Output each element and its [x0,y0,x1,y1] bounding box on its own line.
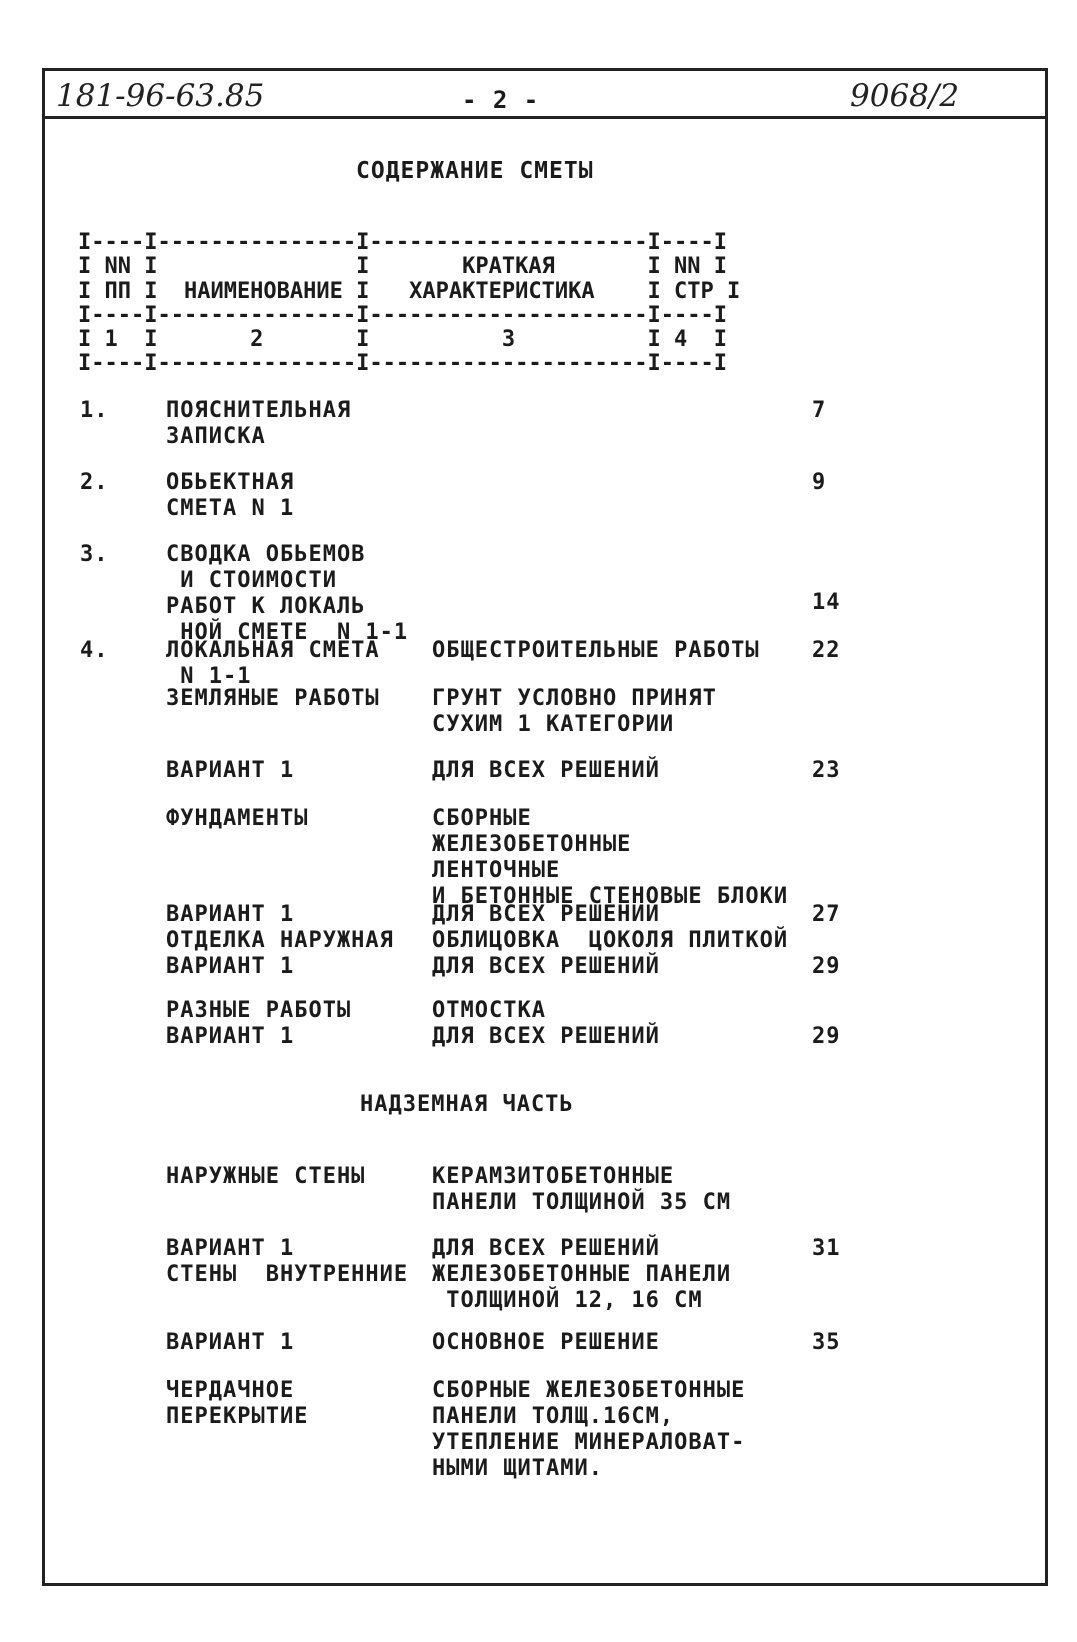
entry-page: 23 [812,758,841,783]
entry-description: ОТМОСТКА ДЛЯ ВСЕХ РЕШЕНИЙ [432,998,660,1049]
entry-name: СВОДКА ОБЬЕМОВ И СТОИМОСТИ РАБОТ К ЛОКАЛЬ НОЙ СМЕТЕ N 1-1 [166,542,409,645]
entry-description: ДЛЯ ВСЕХ РЕШЕНИЙ ОБЛИЦОВКА ЦОКОЛЯ ПЛИТКОЙ ДЛЯ ВСЕХ РЕШЕНИЙ [432,902,789,979]
entry-name: ОБЬЕКТНАЯ СМЕТА N 1 [166,470,295,521]
entry-name: ЗЕМЛЯНЫЕ РАБОТЫ [166,686,380,711]
entry-page: 35 [812,1330,841,1355]
entry-description: СБОРНЫЕ ЖЕЛЕЗОБЕТОННЫЕ ЛЕНТОЧНЫЕ И БЕТОННЫЕ СТЕНОВЫЕ БЛОКИ [432,806,789,909]
table-header-line: I----I---------------I---------------------I----I [78,303,728,328]
entry-name: ЛОКАЛЬНАЯ СМЕТА N 1-1 [166,638,380,689]
entry-description: ДЛЯ ВСЕХ РЕШЕНИЙ [432,758,660,783]
page-number: - 2 - [462,86,540,114]
header-divider [42,116,1048,119]
entry-number: 3. [80,542,109,567]
entry-name: ВАРИАНТ 1 ОТДЕЛКА НАРУЖНАЯ ВАРИАНТ 1 [166,902,394,979]
entry-name: ЧЕРДАЧНОЕ ПЕРЕКРЫТИЕ [166,1378,309,1429]
entry-page: 14 [812,590,841,615]
table-header-line: I----I---------------I---------------------I----I [78,230,728,255]
entry-name: ПОЯСНИТЕЛЬНАЯ ЗАПИСКА [166,398,352,449]
entry-description: ГРУНТ УСЛОВНО ПРИНЯТ СУХИМ 1 КАТЕГОРИИ [432,686,717,737]
entry-page: 29 [812,1024,841,1049]
entry-name: ВАРИАНТ 1 СТЕНЫ ВНУТРЕННИЕ [166,1236,409,1287]
sheet-code: 9068/2 [850,78,960,114]
entry-page: 9 [812,470,827,495]
entry-page: 7 [812,398,827,423]
entry-page: 22 [812,638,841,663]
entry-number: 4. [80,638,109,663]
entry-name: ФУНДАМЕНТЫ [166,806,309,831]
table-header-line: I----I---------------I---------------------I----I [78,351,728,376]
table-header-line: I ПП I НАИМЕНОВАНИЕ I ХАРАКТЕРИСТИКА I СТР I [78,279,741,304]
entry-description: КЕРАМЗИТОБЕТОННЫЕ ПАНЕЛИ ТОЛЩИНОЙ 35 СМ [432,1164,732,1215]
entry-name: ВАРИАНТ 1 [166,758,295,783]
page-title: СОДЕРЖАНИЕ СМЕТЫ [356,158,594,184]
entry-description: ОСНОВНОЕ РЕШЕНИЕ [432,1330,660,1355]
entry-name: РАЗНЫЕ РАБОТЫ ВАРИАНТ 1 [166,998,352,1049]
entry-page: 31 [812,1236,841,1261]
entry-name: НАРУЖНЫЕ СТЕНЫ [166,1164,366,1189]
entry-page: 27 29 [812,902,841,979]
table-header-line: I NN I I КРАТКАЯ I NN I [78,254,728,279]
entry-description: ДЛЯ ВСЕХ РЕШЕНИЙ ЖЕЛЕЗОБЕТОННЫЕ ПАНЕЛИ ТОЛЩИНОЙ 12, 16 СМ [432,1236,732,1313]
entry-number: 1. [80,398,109,423]
section-title: НАДЗЕМНАЯ ЧАСТЬ [360,1092,574,1117]
table-header-line: I 1 I 2 I 3 I 4 I [78,327,728,352]
entry-description: СБОРНЫЕ ЖЕЛЕЗОБЕТОННЫЕ ПАНЕЛИ ТОЛЩ.16СМ, УТЕПЛЕНИЕ МИНЕРАЛОВАТ- НЫМИ ЩИТАМИ. [432,1378,746,1481]
document-code: 181-96-63.85 [56,78,265,114]
entry-description: ОБЩЕСТРОИТЕЛЬНЫЕ РАБОТЫ [432,638,760,663]
entry-name: ВАРИАНТ 1 [166,1330,295,1355]
entry-number: 2. [80,470,109,495]
